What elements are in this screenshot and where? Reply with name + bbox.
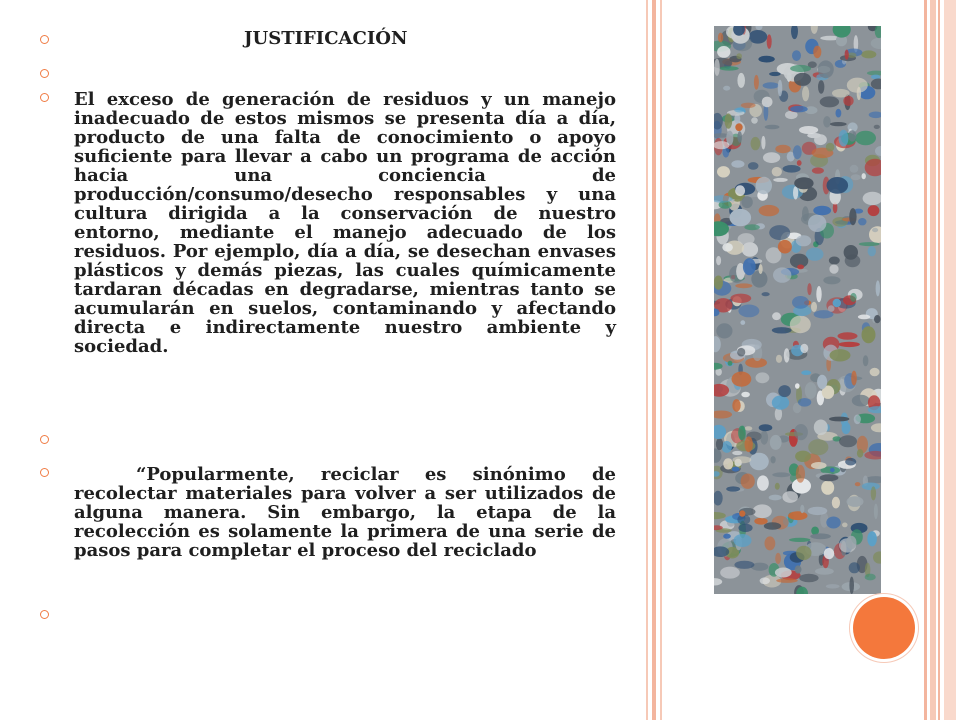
- mosaic-piece: [813, 46, 821, 59]
- mosaic-piece: [732, 399, 740, 412]
- mosaic-piece: [769, 495, 782, 501]
- mosaic-piece: [867, 531, 877, 546]
- mosaic-piece: [797, 160, 802, 166]
- mosaic-piece: [832, 89, 850, 98]
- mosaic-piece: [734, 534, 752, 547]
- mosaic-piece: [807, 283, 811, 295]
- bullet-icon: [40, 93, 49, 102]
- paragraph-justification: El exceso de generación de residuos y un manejo inadecuado de estos mismos se presenta día a día, producto de una falta de conocimiento o apoyo suficiente para llevar a cabo un programa de acción hacia una conciencia de producción/consumo/desecho responsables y una cultura dirigida a la conservación de nuestro entorno, mediante el manejo adecuado de los residuos. Por ejemplo, día a día, se desechan envases plásticos y demás piezas, las cuales químicamente tardaran décadas en degradarse, mientras tanto se acumularán en suelos, contaminando y afectando directa e indirectamente nuestro ambiente y sociedad.: [74, 89, 616, 357]
- bullet-icon: [40, 610, 49, 619]
- mosaic-piece: [821, 481, 834, 495]
- mosaic-piece: [739, 510, 745, 516]
- mosaic-piece: [813, 206, 831, 215]
- mosaic-piece: [714, 276, 723, 290]
- mosaic-piece: [816, 286, 821, 302]
- mosaic-piece: [817, 375, 827, 389]
- mosaic-piece: [850, 165, 859, 173]
- mosaic-piece: [756, 372, 770, 383]
- mosaic-piece: [862, 483, 880, 491]
- mosaic-piece: [716, 438, 723, 450]
- mosaic-piece: [741, 196, 752, 208]
- mosaic-piece: [720, 567, 740, 579]
- mosaic-piece: [745, 426, 753, 430]
- mosaic-piece: [846, 536, 856, 550]
- mosaic-piece: [845, 458, 856, 466]
- mosaic-piece: [852, 395, 870, 407]
- mosaic-piece: [871, 75, 881, 80]
- mosaic-piece: [790, 316, 811, 334]
- mosaic-piece: [790, 65, 811, 72]
- mosaic-piece: [793, 145, 802, 159]
- mosaic-piece: [714, 411, 732, 419]
- mosaic-piece: [737, 73, 745, 88]
- mosaic-piece: [716, 256, 721, 265]
- mosaic-piece: [771, 456, 776, 463]
- mosaic-piece: [871, 486, 876, 500]
- mosaic-piece: [796, 235, 811, 246]
- mosaic-piece: [799, 574, 818, 583]
- mosaic-piece: [753, 504, 772, 518]
- mosaic-piece: [859, 242, 880, 246]
- mosaic-piece: [725, 113, 733, 128]
- mosaic-piece: [861, 50, 876, 58]
- mosaic-piece: [741, 103, 756, 108]
- mosaic-piece: [842, 523, 848, 528]
- mosaic-piece: [823, 116, 831, 127]
- mosaic-piece: [772, 167, 782, 177]
- mosaic-piece: [789, 538, 810, 542]
- border-stripe: [660, 0, 662, 720]
- mosaic-piece: [818, 80, 824, 94]
- recycled-bottles-image: [714, 26, 881, 594]
- mosaic-piece: [736, 53, 742, 59]
- mosaic-piece: [805, 382, 817, 399]
- mosaic-piece: [763, 82, 779, 88]
- bullet-icon: [40, 468, 49, 477]
- mosaic-piece: [776, 355, 782, 363]
- mosaic-piece: [849, 562, 860, 573]
- mosaic-piece: [723, 534, 731, 539]
- mosaic-piece: [814, 134, 827, 145]
- mosaic-piece: [832, 497, 840, 509]
- mosaic-piece: [794, 424, 808, 440]
- mosaic-piece: [714, 491, 723, 506]
- mosaic-piece: [773, 178, 788, 182]
- mosaic-piece: [741, 392, 750, 398]
- mosaic-piece: [847, 496, 864, 507]
- mosaic-piece: [791, 26, 798, 39]
- mosaic-piece: [839, 342, 860, 347]
- list-item: [40, 607, 616, 627]
- mosaic-piece: [795, 383, 800, 389]
- mosaic-piece: [748, 162, 759, 170]
- border-stripe: [944, 0, 956, 720]
- mosaic-piece: [733, 456, 752, 463]
- decorative-circle: [853, 597, 915, 659]
- mosaic-piece: [778, 80, 783, 97]
- mosaic-piece: [772, 396, 789, 410]
- mosaic-piece: [735, 123, 742, 131]
- mosaic-piece: [818, 60, 834, 78]
- mosaic-piece: [874, 125, 880, 129]
- mosaic-piece: [830, 468, 835, 472]
- mosaic-piece: [858, 218, 866, 225]
- mosaic-piece: [851, 371, 857, 386]
- mosaic-piece: [741, 474, 755, 489]
- mosaic-piece: [730, 294, 751, 303]
- mosaic-piece: [758, 56, 774, 63]
- mosaic-piece: [737, 131, 742, 143]
- mosaic-piece: [800, 505, 804, 513]
- mosaic-piece: [723, 86, 730, 91]
- mosaic-piece: [778, 240, 792, 254]
- mosaic-piece: [849, 208, 856, 225]
- list-item: [40, 465, 616, 607]
- mosaic-piece: [728, 361, 733, 366]
- mosaic-piece: [826, 143, 835, 152]
- mosaic-piece: [772, 312, 781, 320]
- list-item: [40, 28, 616, 56]
- list-item: [40, 56, 616, 90]
- mosaic-piece: [862, 326, 876, 343]
- mosaic-piece: [808, 215, 826, 232]
- mosaic-piece: [811, 302, 817, 312]
- mosaic-piece: [848, 130, 856, 141]
- mosaic-piece: [765, 536, 776, 550]
- mosaic-piece: [820, 96, 839, 107]
- border-stripe: [938, 0, 940, 720]
- mosaic-piece: [792, 296, 809, 309]
- mosaic-piece: [735, 283, 752, 288]
- mosaic-piece: [872, 228, 878, 232]
- mosaic-piece: [716, 323, 732, 338]
- list-item: [40, 90, 616, 435]
- mosaic-piece: [826, 517, 840, 529]
- mosaic-piece: [829, 264, 838, 273]
- mosaic-piece: [827, 177, 849, 194]
- list-item: [40, 435, 616, 465]
- mosaic-piece: [819, 474, 838, 481]
- mosaic-piece: [876, 280, 880, 296]
- mosaic-piece: [833, 299, 841, 307]
- bullet-icon: [40, 69, 49, 78]
- mosaic-piece: [875, 26, 881, 38]
- mosaic-piece: [740, 320, 745, 325]
- mosaic-piece: [851, 174, 861, 180]
- mosaic-piece: [868, 205, 880, 216]
- mosaic-piece: [790, 106, 808, 113]
- mosaic-piece: [811, 462, 827, 469]
- mosaic-piece: [873, 551, 881, 563]
- mosaic-piece: [730, 209, 752, 226]
- mosaic-piece: [714, 59, 720, 76]
- mosaic-piece: [722, 441, 732, 453]
- mosaic-piece: [775, 568, 792, 578]
- mosaic-piece: [775, 145, 790, 153]
- mosaic-piece: [784, 348, 790, 362]
- mosaic-piece: [734, 108, 745, 113]
- mosaic-piece: [806, 248, 824, 261]
- paragraph-quote: “Popularmente, reciclar es sinónimo de recolectar materiales para volver a ser utilizados de alguna manera. Sin embargo, la etapa de la recolección es solamente la primera de una serie de pasos para completar el proceso del reciclado: [74, 464, 616, 561]
- mosaic-piece: [722, 243, 733, 252]
- mosaic-piece: [796, 546, 811, 560]
- mosaic-piece: [714, 113, 723, 130]
- mosaic-piece: [759, 264, 763, 274]
- mosaic-piece: [808, 507, 828, 515]
- mosaic-piece: [734, 561, 754, 569]
- mosaic-piece: [849, 577, 854, 594]
- mosaic-piece: [868, 246, 876, 256]
- mosaic-piece: [714, 578, 722, 585]
- mosaic-piece: [731, 160, 744, 168]
- mosaic-piece: [714, 336, 721, 352]
- mosaic-piece: [850, 293, 857, 302]
- mosaic-piece: [801, 370, 811, 375]
- mosaic-piece: [714, 448, 722, 462]
- mosaic-piece: [732, 467, 740, 472]
- mosaic-piece: [795, 565, 802, 573]
- mosaic-piece: [782, 491, 798, 503]
- mosaic-piece: [830, 349, 851, 361]
- mosaic-piece: [775, 483, 780, 490]
- border-stripe: [646, 0, 648, 720]
- mosaic-piece: [823, 276, 840, 284]
- mosaic-piece: [756, 177, 772, 194]
- mosaic-piece: [775, 553, 781, 564]
- mosaic-piece: [732, 372, 752, 387]
- mosaic-piece: [839, 130, 849, 147]
- mosaic-piece: [744, 224, 759, 230]
- mosaic-piece: [745, 436, 753, 452]
- mosaic-piece: [769, 225, 790, 240]
- mosaic-piece: [738, 524, 752, 532]
- mosaic-piece: [760, 431, 768, 445]
- mosaic-piece: [838, 332, 858, 339]
- mosaic-piece: [871, 38, 881, 49]
- mosaic-piece: [723, 458, 733, 469]
- mosaic-piece: [735, 185, 745, 196]
- mosaic-piece: [757, 475, 769, 490]
- mosaic-piece: [799, 126, 818, 134]
- mosaic-piece: [812, 167, 824, 173]
- mosaic-piece: [769, 72, 781, 76]
- border-stripe: [924, 0, 927, 720]
- mosaic-piece: [795, 451, 811, 462]
- mosaic-piece: [865, 574, 876, 581]
- mosaic-piece: [839, 435, 857, 447]
- mosaic-piece: [833, 26, 851, 38]
- mosaic-piece: [845, 50, 849, 60]
- mosaic-piece: [749, 453, 768, 471]
- mosaic-piece: [874, 315, 881, 323]
- mosaic-piece: [776, 578, 797, 583]
- mosaic-piece: [714, 512, 726, 519]
- mosaic-piece: [714, 363, 723, 370]
- mosaic-piece: [802, 86, 809, 101]
- mosaic-piece: [770, 435, 782, 450]
- mosaic-piece: [737, 348, 745, 357]
- mosaic-piece: [824, 548, 834, 559]
- mosaic-piece: [874, 504, 878, 520]
- mosaic-piece: [765, 125, 780, 130]
- mosaic-piece: [844, 245, 858, 260]
- mosaic-piece: [743, 258, 756, 275]
- border-stripe: [930, 0, 936, 720]
- mosaic-piece: [863, 355, 869, 366]
- mosaic-piece: [800, 344, 808, 353]
- mosaic-piece: [857, 449, 863, 458]
- mosaic-piece: [796, 465, 805, 483]
- mosaic-piece: [778, 385, 791, 397]
- mosaic-piece: [870, 368, 880, 377]
- mosaic-piece: [738, 305, 759, 318]
- mosaic-piece: [862, 173, 866, 179]
- slide-title: JUSTIFICACIÓN: [244, 28, 408, 49]
- mosaic-piece: [756, 26, 763, 30]
- mosaic-piece: [759, 205, 780, 216]
- mosaic-piece: [808, 439, 828, 455]
- mosaic-piece: [754, 75, 759, 90]
- mosaic-piece: [863, 192, 881, 205]
- bullet-list: [40, 28, 616, 627]
- mosaic-piece: [738, 426, 745, 440]
- mosaic-piece: [798, 398, 811, 407]
- mosaic-piece: [761, 136, 765, 150]
- mosaic-piece: [794, 177, 813, 189]
- mosaic-piece: [759, 424, 773, 431]
- mosaic-piece: [764, 522, 781, 530]
- mosaic-piece: [717, 166, 730, 177]
- mosaic-piece: [772, 472, 790, 477]
- bullet-icon: [40, 435, 49, 444]
- mosaic-piece: [726, 486, 740, 491]
- mosaic-piece: [751, 117, 758, 123]
- mosaic-piece: [793, 186, 798, 199]
- mosaic-piece: [875, 146, 881, 156]
- mosaic-piece: [738, 233, 755, 245]
- mosaic-piece: [826, 584, 840, 588]
- mosaic-piece: [772, 327, 792, 333]
- mosaic-piece: [718, 33, 723, 43]
- mosaic-piece: [762, 97, 773, 108]
- mosaic-piece: [732, 451, 742, 455]
- border-stripe: [652, 0, 656, 720]
- mosaic-piece: [792, 50, 801, 61]
- mosaic-piece: [869, 112, 881, 119]
- mosaic-piece: [855, 482, 861, 486]
- bottles-mosaic: [714, 26, 881, 594]
- mosaic-piece: [794, 73, 811, 86]
- mosaic-piece: [830, 122, 847, 126]
- mosaic-piece: [773, 267, 791, 282]
- mosaic-piece: [829, 257, 840, 265]
- mosaic-piece: [717, 46, 730, 58]
- mosaic-piece: [788, 511, 807, 520]
- mosaic-piece: [762, 292, 770, 296]
- mosaic-piece: [810, 533, 831, 539]
- mosaic-piece: [836, 109, 842, 118]
- mosaic-piece: [815, 568, 834, 575]
- mosaic-piece: [871, 423, 881, 432]
- mosaic-piece: [847, 78, 868, 93]
- mosaic-piece: [720, 66, 739, 70]
- mosaic-piece: [829, 417, 849, 422]
- mosaic-piece: [854, 415, 861, 425]
- mosaic-piece: [763, 152, 780, 163]
- mosaic-piece: [767, 34, 772, 48]
- bullet-icon: [40, 35, 49, 44]
- mosaic-piece: [754, 518, 767, 525]
- mosaic-piece: [783, 165, 801, 173]
- mosaic-piece: [751, 137, 761, 150]
- mosaic-piece: [814, 420, 828, 436]
- mosaic-piece: [843, 96, 853, 106]
- mosaic-piece: [760, 577, 770, 584]
- mosaic-piece: [855, 131, 876, 146]
- mosaic-piece: [828, 305, 835, 312]
- mosaic-piece: [858, 315, 870, 320]
- mosaic-piece: [864, 451, 881, 460]
- mosaic-piece: [811, 26, 818, 34]
- mosaic-piece: [797, 265, 804, 270]
